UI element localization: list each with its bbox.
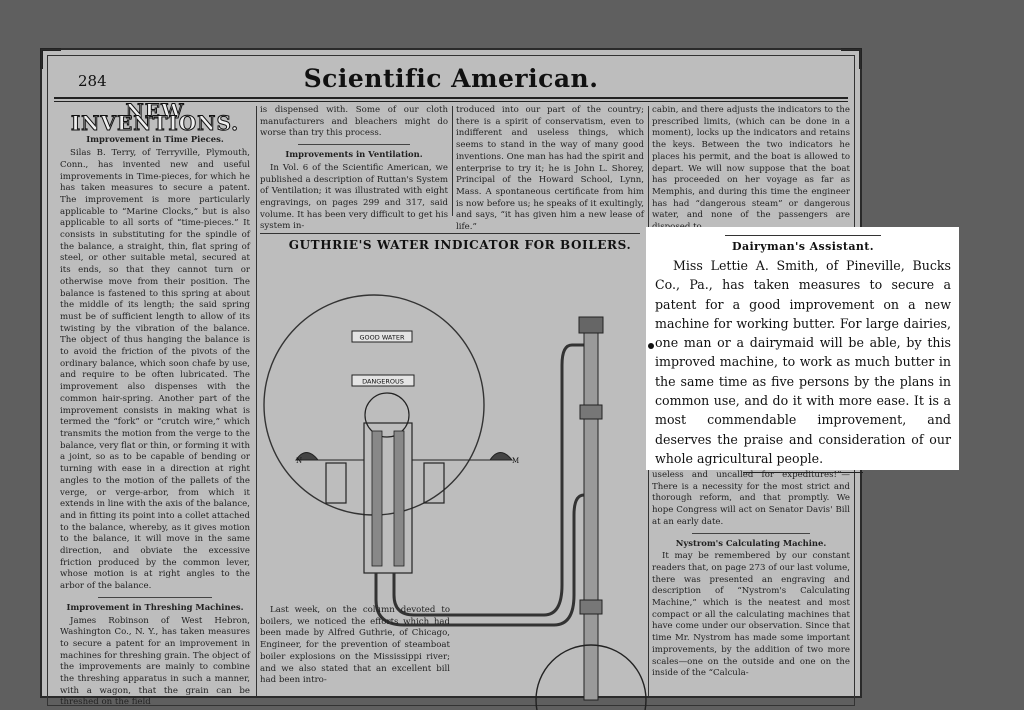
figure-rule bbox=[260, 233, 640, 234]
article-text: troduced into our part of the country; there is a spirit of conservatism, even to indifferent and useless things, which seems to stand in the way of many good inventions. One man has had the spirit and enterprise to try it; he is John L. Shorey, Principal of the Howard School, Lynn, Mass. A spontaneous certificate from him is now before us; he speaks of it exultingly, and says, “it has given him a new lease of life.” bbox=[456, 105, 644, 233]
separator bbox=[692, 533, 811, 534]
article-text: useless and uncalled for expeditures!”— There is a necessity for the most strict and thorough reform, and that promptly. We hope Congress will act on Senator Davis' Bill at an early date. bbox=[652, 470, 850, 527]
highlighted-article bbox=[646, 227, 959, 470]
column-4-bottom bbox=[652, 470, 850, 710]
section-title-new-inventions: NEW INVENTIONS. bbox=[70, 99, 240, 135]
article-heading: Nystrom's Calculating Machine. bbox=[675, 537, 827, 548]
center-frame bbox=[364, 423, 412, 573]
article-text: Last week, on the column devoted to boilers, we noticed the efforts which had been made by Alfred Guthrie, of Chicago, Engineer, for the prevention of steamboat boiler explosions on the Mississippi river; and we also stated that an excellent bill had been intro- bbox=[260, 605, 450, 686]
good-water-label: GOOD WATER bbox=[359, 333, 405, 342]
highlight-body: Miss Lettie A. Smith, of Pineville, Bucks Co., Pa., has taken measures to secure a patent for a good improvement on a new machine for working butter. For large dairies, one man or a dairymaid will be able, by this improved machine, to work as much butter in the same time as five persons by the plans in common use, and do it with more ease. It is a most commendable improvement, and deserves the praise and consideration of our whole agricultural people. bbox=[655, 258, 951, 466]
letter-n: N bbox=[296, 457, 303, 465]
highlight-end-rule bbox=[743, 472, 863, 473]
article-text: In Vol. 6 of the Scientific American, we published a description of Ruttan's System of Ventilation; it was illustrated with eight engravings, on pages 299 and 317, said volume. It has been very difficult to get his system in- bbox=[260, 162, 448, 232]
column-3 bbox=[456, 105, 644, 233]
column-1 bbox=[60, 99, 250, 708]
article-heading: Improvements in Ventilation. bbox=[285, 149, 423, 160]
article-text: Silas B. Terry, of Terryville, Plymouth, Conn., has invented new and useful improvements in Time-pieces, for which he has taken measures to secure a patent. The improvement is more particularly applicable to “Marine Clocks,” but is also applicable to all sorts of “time-pieces.” It consists in substituting for the spindle of the balance, a straight, thin, flat spring of steel, or other suitable metal, secured at its ends, so that they cannot turn or otherwise move from their position. The balance is fastened to this spring at about the middle of its length; the said spring must be of sufficient length to allow of its twisting by the vibration of the balance. The object of thus hanging the balance is to avoid the friction of the pivots of the ordinary balance, which soon chafe by use, and require to be often lubricated. The improvement also dispenses with the common hair-spring. Another part of the improvement consists in making what is termed the “fork” or “crutch wire,” which transmits the motion from the verge to the balance, very flat or thin, or forming it with a joint, so as to be capable of bending or turning with ease in a direction at right angles to the motion of the pallets of the verge, or verge-arbor, from which it extends in line with the axis of the balance, and in fitting its point into a collet attached to the balance, whereby, as it gives motion to the balance, it will move in the same direction, and obviate the excessive friction produced by the common lever, whose motion is at right angles to the arbor of the balance. bbox=[60, 148, 250, 592]
column-4-top bbox=[652, 105, 850, 229]
bullet-mark bbox=[648, 343, 654, 349]
right-bell bbox=[490, 453, 512, 461]
water-column-right bbox=[394, 431, 404, 566]
letter-m: M bbox=[512, 457, 520, 465]
left-coil bbox=[326, 463, 346, 503]
masthead-title: Scientific American. bbox=[303, 64, 599, 93]
column-divider bbox=[452, 106, 453, 216]
separator bbox=[98, 597, 212, 598]
article-text: is dispensed with. Some of our cloth manufacturers and bleachers might do worse than try this process. bbox=[260, 105, 448, 139]
tube-fitting bbox=[580, 405, 602, 419]
center-wheel bbox=[365, 393, 409, 437]
figure-caption-text bbox=[260, 605, 450, 705]
tube-fitting bbox=[580, 600, 602, 614]
article-text: James Robinson of West Hebron, Washington Co., N. Y., has taken measures to secure a patent for an improvement in machines for threshing grain. The object of the improvements are mainly to combine the threshing apparatus in such a manner, with a wagon, that the grain can be threshed on the field bbox=[60, 615, 250, 708]
pipe-2 bbox=[394, 345, 584, 615]
article-text: It may be remembered by our constant readers that, on page 273 of our last volume, there was presented an engraving and description of “Nystrom's Calculating Machine,” which is the neatest and most compact or all the calculating machines that have come under our observation. Since that time Mr. Nystrom has made some important improvements, by the addition of two more scales—one on the outside and one on the inside of the “Calcula- bbox=[652, 551, 850, 679]
water-column-left bbox=[372, 431, 382, 566]
separator bbox=[298, 144, 411, 145]
article-text: cabin, and there adjusts the indicators to the prescribed limits, (which can be done in a moment), locks up the indicators and retains the keys. Between the two indicators he places his permit, and the boat is allowed to depart. We will now suppose that the boat has proceeded on her voyage as far as Memphis, and during this time the engineer has had “dangerous steam” or dangerous water, and none of the passengers are bbox=[652, 105, 850, 221]
highlight-title: Dairyman's Assistant. bbox=[725, 235, 881, 253]
article-heading: Improvement in Time Pieces. bbox=[86, 134, 224, 145]
page-number: 284 bbox=[78, 72, 107, 90]
column-2 bbox=[260, 105, 448, 230]
figure-title: GUTHRIE'S WATER INDICATOR FOR BOILERS. bbox=[288, 238, 632, 252]
article-heading: Improvement in Threshing Machines. bbox=[66, 601, 244, 612]
dangerous-label: DANGEROUS bbox=[362, 377, 404, 386]
tube-cap bbox=[579, 317, 603, 333]
masthead bbox=[42, 58, 860, 98]
